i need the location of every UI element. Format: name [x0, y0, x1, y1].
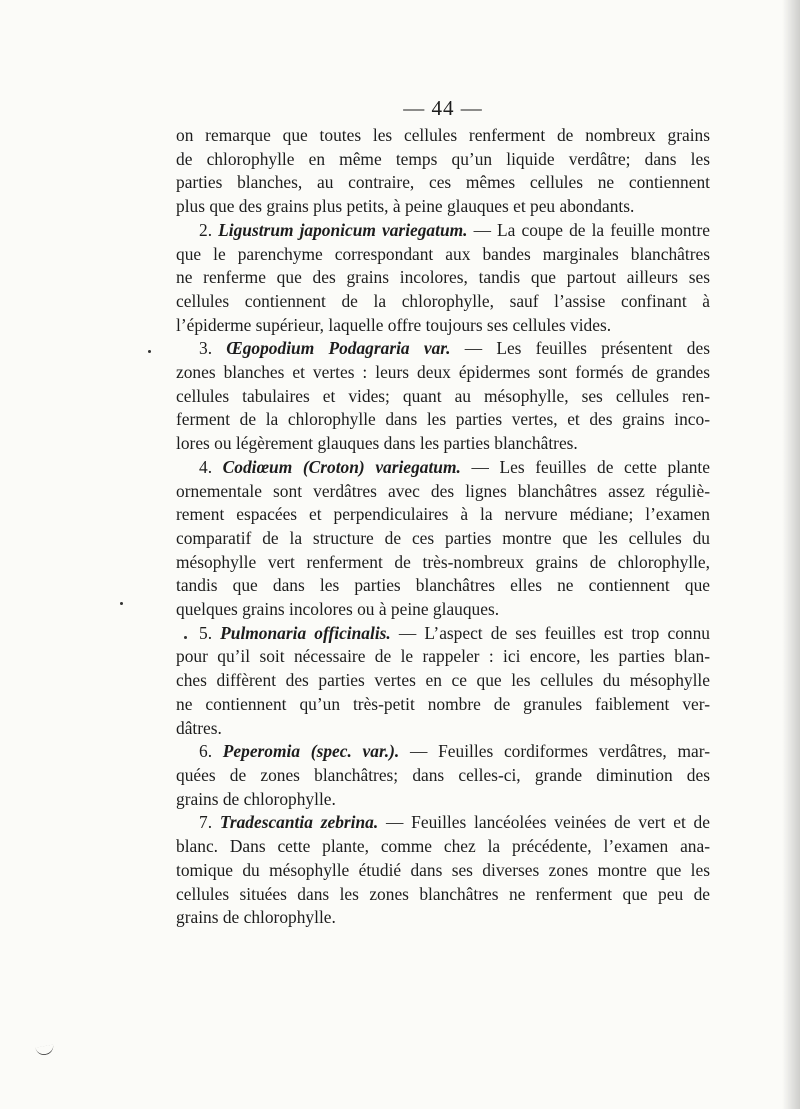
- page-edge-shadow: [782, 0, 800, 1109]
- paragraph-tradescantia: [176, 811, 710, 930]
- margin-speck: [184, 636, 187, 639]
- paragraph-codiaeum: [176, 456, 710, 622]
- text-line: cellules tabulaires et vides; quant au mésophylle, ses cellules ren-: [176, 385, 710, 406]
- paragraph-peperomia: [176, 740, 710, 811]
- paragraph-first-line: [176, 456, 710, 480]
- text-line: mésophylle vert renferment de très-nombreux grains de chlorophylle,: [176, 551, 710, 572]
- first-line-text: — Les feuilles de cette plante: [471, 456, 710, 477]
- text-line: lores ou légèrement glauques dans les parties blanchâtres.: [176, 433, 578, 454]
- paragraph-first-line: [176, 740, 710, 764]
- margin-speck: [148, 350, 151, 353]
- first-line-text: — Feuilles lancéolées veinées de vert et de: [386, 812, 710, 833]
- text-line: ches diffèrent des parties vertes en ce que les cellules du mésophylle: [176, 670, 710, 691]
- text-line: l’épiderme supérieur, laquelle offre toujours ses cellules vides.: [176, 314, 612, 335]
- species-name: Tradescantia zebrina.: [219, 812, 379, 833]
- body-text: [176, 124, 710, 930]
- first-line-text: — Les feuilles présentent des: [464, 338, 710, 359]
- text-line: tomique du mésophylle étudié dans ses diverses zones montre que les: [176, 859, 710, 880]
- text-line: dâtres.: [176, 717, 222, 738]
- species-name: Pulmonaria officinalis.: [220, 622, 391, 643]
- text-line: ne renferme que des grains incolores, tandis que partout ailleurs ses: [176, 267, 710, 288]
- paragraph-first-line: [176, 337, 710, 361]
- first-line-text: — La coupe de la feuille montre: [473, 219, 710, 240]
- text-line: grains de chlorophylle.: [176, 907, 336, 928]
- item-number: 3.: [199, 338, 213, 359]
- paragraph-first-line: [176, 811, 710, 835]
- text-line: ornementale sont verdâtres avec des lignes blanchâtres assez réguliè-: [176, 480, 710, 501]
- page-number: — 44 —: [403, 96, 483, 120]
- item-number: 6.: [199, 741, 213, 762]
- text-line: que le parenchyme correspondant aux bandes marginales blanchâtres: [176, 243, 710, 264]
- margin-scratch: [35, 1045, 54, 1057]
- text-line: rement espacées et perpendiculaires à la nervure médiane; l’examen: [176, 504, 710, 525]
- species-name: Œgopodium Podagraria var.: [226, 338, 451, 359]
- paragraph-first-line: [176, 219, 710, 243]
- text-line: de chlorophylle en même temps qu’un liquide verdâtre; dans les: [176, 148, 710, 169]
- text-line: grains de chlorophylle.: [176, 788, 336, 809]
- species-name: Codiœum (Croton) variegatum.: [222, 456, 461, 477]
- species-name: Peperomia (spec. var.).: [222, 741, 400, 762]
- text-line: comparatif de la structure de ces parties montre que les cellules du: [176, 527, 710, 548]
- item-number: 4.: [199, 456, 213, 477]
- text-line: tandis que dans les parties blanchâtres elles ne contiennent que: [176, 575, 710, 596]
- paragraph-pulmonaria: [176, 622, 710, 741]
- paragraph-oegopodium: [176, 337, 710, 456]
- text-line: parties blanches, au contraire, ces mêmes cellules ne contiennent: [176, 172, 710, 193]
- text-line: cellules contiennent de la chlorophylle, sauf l’assise confinant à: [176, 290, 710, 311]
- text-line: blanc. Dans cette plante, comme chez la précédente, l’examen ana-: [176, 836, 710, 857]
- paragraph-continuation: [176, 124, 710, 219]
- paragraph-ligustrum: [176, 219, 710, 338]
- first-line-text: — L’aspect de ses feuilles est trop connu: [398, 622, 710, 643]
- item-number: 7.: [199, 812, 213, 833]
- text-line: plus que des grains plus petits, à peine glauques et peu abondants.: [176, 196, 635, 217]
- text-line: pour qu’il soit nécessaire de le rappeler : ici encore, les parties blan-: [176, 646, 710, 667]
- text-line: ferment de la chlorophylle dans les parties vertes, et des grains inco-: [176, 409, 710, 430]
- text-line: quelques grains incolores ou à peine glauques.: [176, 599, 500, 620]
- text-line: quées de zones blanchâtres; dans celles-ci, grande diminution des: [176, 764, 710, 785]
- item-number: 5.: [199, 622, 213, 643]
- text-line: on remarque que toutes les cellules renferment de nombreux grains: [176, 125, 710, 145]
- item-number: 2.: [199, 219, 213, 240]
- text-line: zones blanches et vertes : leurs deux épidermes sont formés de grandes: [176, 362, 710, 383]
- paragraph-first-line: [176, 622, 710, 646]
- text-line: cellules situées dans les zones blanchâtres ne renferment que peu de: [176, 883, 710, 904]
- species-name: Ligustrum japonicum variegatum.: [218, 219, 468, 240]
- text-line: ne contiennent qu’un très-petit nombre de granules faiblement ver-: [176, 693, 710, 714]
- first-line-text: — Feuilles cordiformes verdâtres, mar-: [410, 741, 710, 762]
- margin-speck: [120, 602, 123, 605]
